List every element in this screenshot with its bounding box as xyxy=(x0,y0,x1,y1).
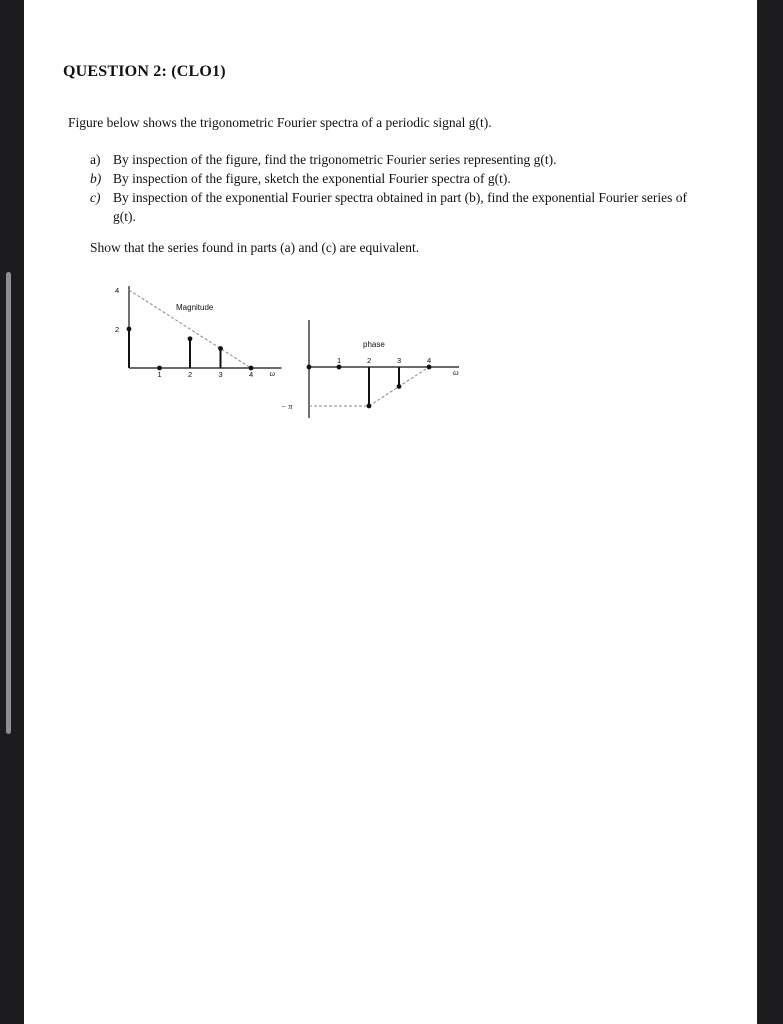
phase-point xyxy=(427,365,432,370)
closing-statement: Show that the series found in parts (a) and (c) are equivalent. xyxy=(90,240,420,255)
magnitude-point xyxy=(127,327,132,332)
magnitude-point xyxy=(188,336,193,341)
part-b-label: b) xyxy=(90,171,102,186)
question-title: QUESTION 2: (CLO1) xyxy=(63,63,226,80)
phase-caption: phase xyxy=(363,340,385,349)
scrollbar-thumb[interactable] xyxy=(6,272,11,734)
magnitude-point xyxy=(218,346,223,351)
part-a-label: a) xyxy=(90,152,101,167)
phase-neg-pi-label: − π xyxy=(281,401,293,411)
phase-point xyxy=(367,404,372,409)
phase-point xyxy=(397,384,402,389)
phase-x-tick-label: 4 xyxy=(427,356,432,365)
phase-plot xyxy=(281,320,459,418)
scrollbar-track[interactable] xyxy=(0,0,22,1024)
phase-x-tick-label: 3 xyxy=(397,356,402,365)
magnitude-x-tick-label: 1 xyxy=(157,370,162,379)
fourier-spectra-figure xyxy=(24,0,757,1024)
magnitude-omega-label: ω xyxy=(269,369,276,378)
phase-x-tick-label: 2 xyxy=(367,356,372,365)
magnitude-x-tick-label: 4 xyxy=(249,370,254,379)
part-c-label: c) xyxy=(90,190,101,205)
part-b-text: By inspection of the figure, sketch the exponential Fourier spectra of g(t). xyxy=(113,171,511,186)
phase-point xyxy=(337,365,342,370)
intro-text: Figure below shows the trigonometric Fourier spectra of a periodic signal g(t). xyxy=(68,115,492,130)
part-a-text: By inspection of the figure, find the trigonometric Fourier series representing g(t). xyxy=(113,152,557,167)
phase-omega-label: ω xyxy=(453,368,459,377)
magnitude-plot xyxy=(115,286,282,379)
phase-point xyxy=(307,365,312,370)
magnitude-y-tick-label: 2 xyxy=(115,325,120,334)
magnitude-caption: Magnitude xyxy=(176,303,214,312)
magnitude-y-tick-label: 4 xyxy=(115,286,120,295)
phase-x-tick-label: 1 xyxy=(337,356,342,365)
part-c-text: By inspection of the exponential Fourier spectra obtained in part (b), find the exponential Fourier series of g(t). xyxy=(113,190,687,224)
document-page xyxy=(24,0,757,1024)
magnitude-x-tick-label: 2 xyxy=(188,370,193,379)
magnitude-x-tick-label: 3 xyxy=(218,370,223,379)
